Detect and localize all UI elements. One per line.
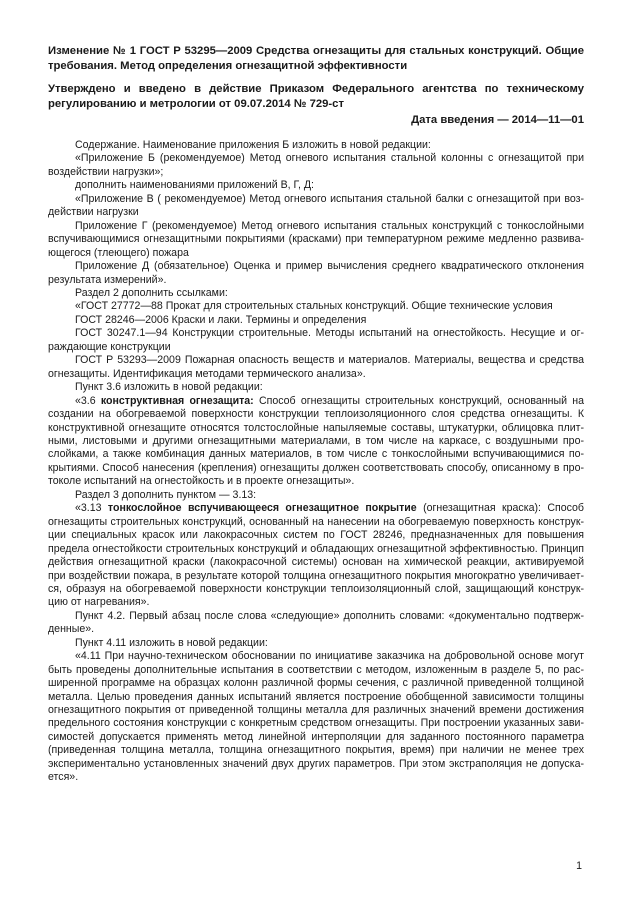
effective-date: Дата введения — 2014—11—01 — [411, 114, 584, 126]
paragraph: Раздел 3 дополнить пунктом — 3.13: — [75, 488, 257, 501]
clause-number: «3.13 — [75, 502, 108, 515]
paragraph: «4.11 При научно-техническом обосновании по инициативе заказчика на добровольной основе могут быть проведены дополнительные испытания в соответствии с методом, изложенным в разделе 5, по расширенной программе на образцах колонн различной формы сечения, с различной приведенной толщиной металла. Целью проведения данных испытаний является построение обобщенной зависимости толщины огнезащитного покрытия от приведенной толщины металла для различных значений времени достижения предельного состояния конструкции с конкретным средством огнезащиты. При построении указанных зависимостей допускается применять метод линейной интерполяции для заданного постоянного параметра (приведенная толщина металла, толщина огнезащитного покрытия, время) при наличии не менее трех экспериментально установленных значений двух других параметров. При этом экстраполяция не допускается». — [48, 650, 584, 784]
paragraph: дополнить наименованиями приложений В, Г, Д: — [75, 179, 314, 192]
amendment-title: Изменение № 1 ГОСТ Р 53295—2009 Средства огнезащиты для стальных конструкций. Общие требования. Метод определения огнезащитной эффективности — [48, 45, 584, 72]
paragraph: Содержание. Наименование приложения Б изложить в новой редакции: — [75, 139, 431, 151]
paragraph: «Приложение Б (рекомендуемое) Метод огневого испытания стальной колонны с огнезащитой при воздействии нагрузки»; — [48, 152, 584, 178]
paragraph: Приложение Д (обязательное) Оценка и пример вычисления среднего квадратического отклонения результата измерений». — [48, 260, 584, 286]
defined-term: тонкослойное вспучивающееся огнезащитное покрытие — [107, 502, 417, 515]
paragraph: Пункт 4.2. Первый абзац после слова «следующие» дополнить словами: «документально подтвержденные». — [48, 609, 584, 636]
definition-text: Способ огнезащиты строительных конструкций, основанный на создании на обогреваемой поверхности конструкции теплоизоляционного слоя средства огнезащиты. К конструктивной огнезащите относятся толстослойные напыляемые составы, штукатурки, облицовка плитными, листовыми и другими огнезащитными материалами, в том числе на каркасе, с воздушными прослойками, а также комбинация данных материалов, в том числе с тонкослойными вспучивающимися покрытиями. Способ нанесения (крепления) огнезащиты должен соответствовать способу, описанному в протоколе испытаний на огнестойкость и в проекте огнезащиты». — [48, 394, 585, 488]
paragraph: «Приложение В ( рекомендуемое) Метод огневого испытания стальной балки с огнезащитой при воздействии нагрузки — [48, 192, 584, 219]
approval-statement: Утверждено и введено в действие Приказом Федерального агентства по техническому регулированию и метрологии от 09.07.2014 № 729-ст — [48, 83, 584, 110]
paragraph: ГОСТ 30247.1—94 Конструкции строительные. Методы испытаний на огнестойкость. Несущие и ограждающие конструкции — [48, 327, 584, 353]
page-number: 1 — [576, 860, 582, 872]
paragraph: Пункт 3.6 изложить в новой редакции: — [75, 381, 263, 394]
clause-number: «3.6 — [75, 394, 101, 407]
paragraph: Раздел 2 дополнить ссылками: — [75, 286, 228, 299]
defined-term: конструктивная огнезащита: — [100, 394, 254, 407]
definition-3-6 — [48, 395, 584, 489]
paragraph: ГОСТ Р 53293—2009 Пожарная опасность веществ и материалов. Материалы, вещества и средства огнезащиты. Идентификация методами термического анализа». — [48, 354, 584, 380]
paragraph: ГОСТ 28246—2006 Краски и лаки. Термины и определения — [75, 313, 367, 326]
definition-3-13 — [48, 502, 584, 610]
paragraph: Приложение Г (рекомендуемое) Метод огневого испытания стальных конструкций с тонкослойными вспучивающимися огнезащитными покрытиями (красками) при температурном режиме медленно развивающегося (тлеющего) пожара — [48, 219, 584, 259]
document-body — [48, 139, 584, 785]
paragraph: «ГОСТ 27772—88 Прокат для строительных стальных конструкций. Общие технические условия — [75, 300, 553, 313]
definition-text: (огнезащитная краска): Способ огнезащиты строительных конструкций, основанный на нанесении на обогреваемую поверхность конструкции специальных красок или лакокрасочных систем по ГОСТ 28246, предназначенных для повышения предела огнестойкости строительных конструкций и обладающих огнезащитной эффективностью. Принцип действия огнезащитной краски (лакокрасочной системы) основан на химической реакции, активируемой при воздействии пожара, в результате которой толщина огнезащитного покрытия многократно увеличивается, образуя на обогреваемой поверхности конструкции теплоизоляционный слой, защищающий конструкцию от нагревания». — [48, 502, 585, 609]
paragraph: Пункт 4.11 изложить в новой редакции: — [75, 636, 268, 649]
